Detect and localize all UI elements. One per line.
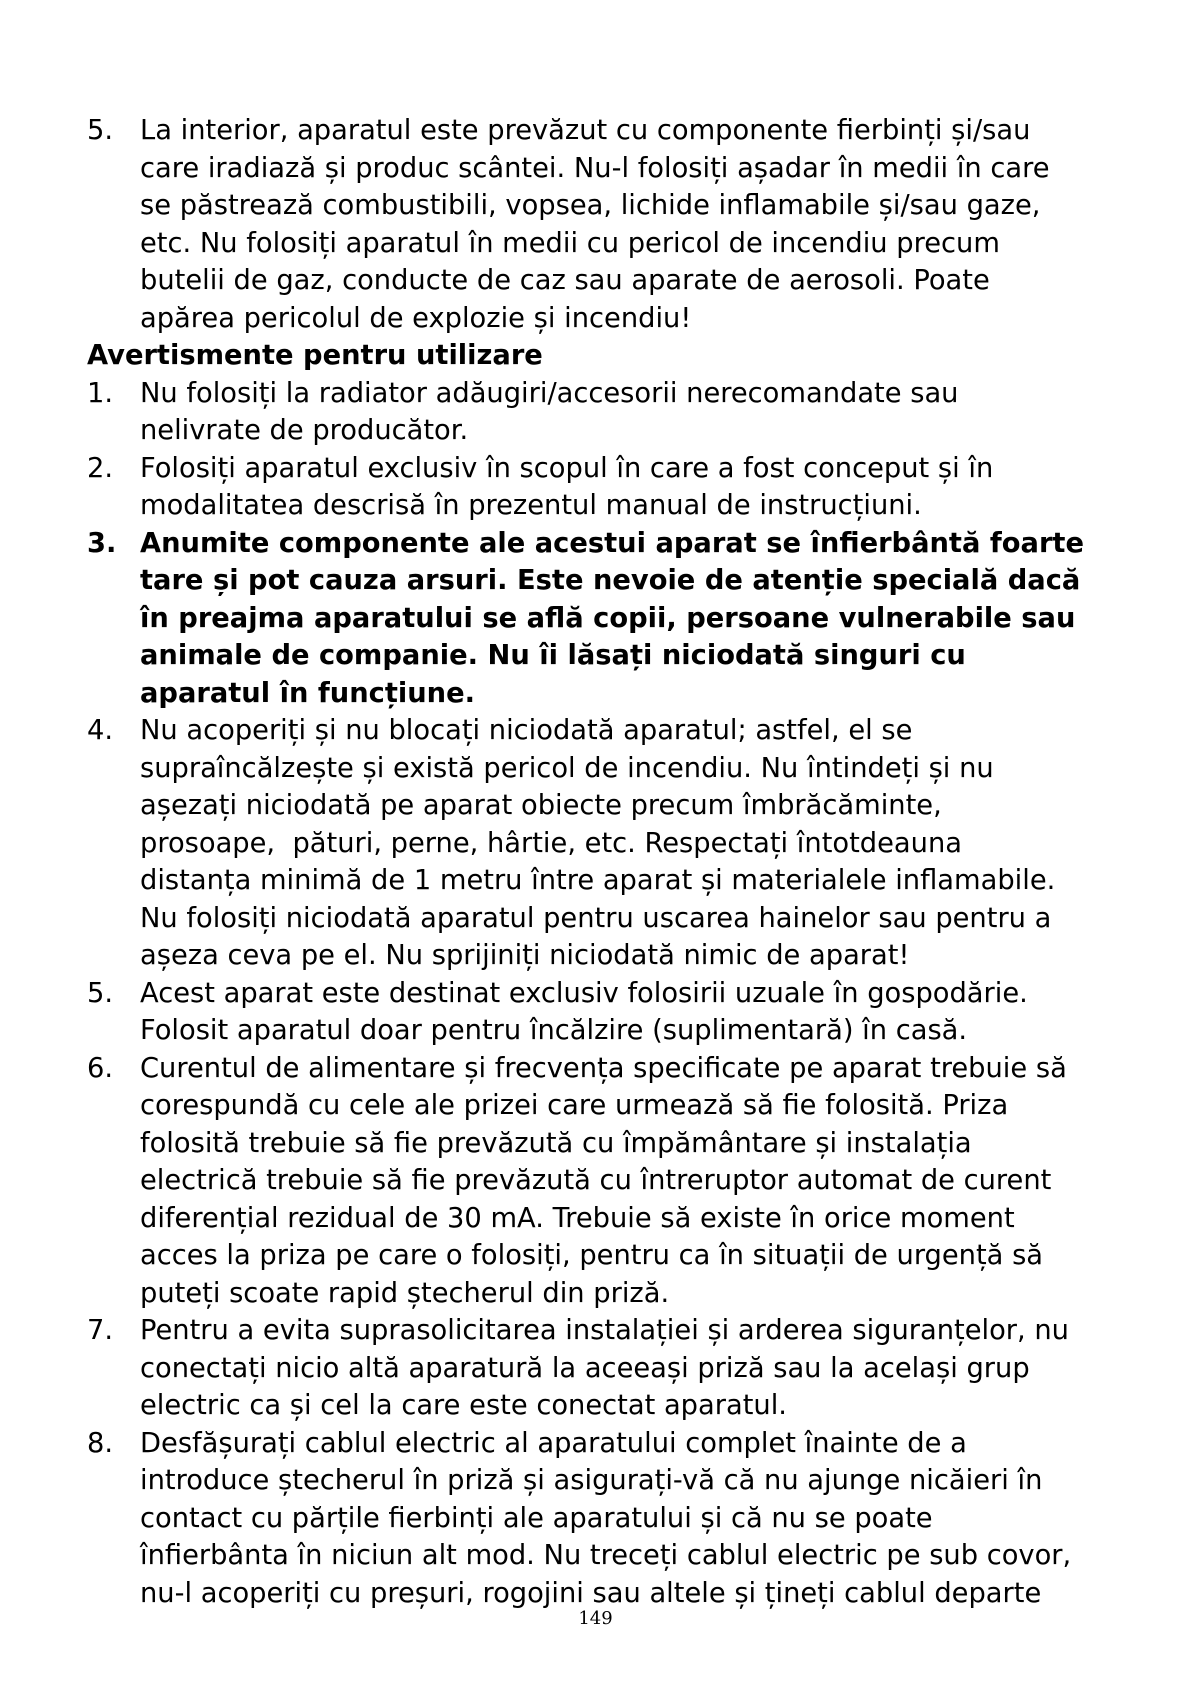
list-number: 8. xyxy=(87,1427,114,1459)
text-line: Folosiți aparatul exclusiv în scopul în care a fost conceput și în xyxy=(140,452,994,484)
text-line: animale de companie. Nu îi lăsați niciodată singuri cu xyxy=(140,640,966,671)
section-heading: Avertismente pentru utilizare xyxy=(87,340,543,371)
list-item-2 xyxy=(87,450,1127,525)
text-line: care iradiază și produc scântei. Nu-l folosiți așadar în medii în care xyxy=(140,152,1050,184)
text-line: apărea pericolul de explozie și incendiu! xyxy=(140,302,692,334)
text-line: Acest aparat este destinat exclusiv folosirii uzuale în gospodărie. xyxy=(140,977,1028,1009)
text-line: Nu folosiți niciodată aparatul pentru uscarea hainelor sau pentru a xyxy=(140,902,1052,934)
text-line: contact cu părțile fierbinți ale aparatului și că nu se poate xyxy=(140,1502,933,1534)
text-line: butelii de gaz, conducte de caz sau aparate de aerosoli. Poate xyxy=(140,265,990,296)
text-line: așeza ceva pe el. Nu sprijiniți niciodată nimic de aparat! xyxy=(140,940,910,971)
list-item-1 xyxy=(87,375,1127,450)
text-line: Curentul de alimentare și frecvența specificate pe aparat trebuie să xyxy=(140,1052,1067,1084)
list-number: 4. xyxy=(87,715,114,746)
list-item-5-fire-risk xyxy=(87,112,1127,337)
text-line: conectați nicio altă aparatură la aceeași priză sau la același grup xyxy=(140,1352,1030,1384)
text-line: înfierbânta în niciun alt mod. Nu treceți cablul electric pe sub covor, xyxy=(140,1540,1072,1571)
text-line: distanța minimă de 1 metru între aparat și materialele inflamabile. xyxy=(140,865,1056,896)
list-number: 2. xyxy=(87,452,114,484)
text-line: Pentru a evita suprasolicitarea instalației și arderea siguranțelor, nu xyxy=(140,1315,1069,1346)
page-number: 149 xyxy=(578,1608,613,1629)
document-page xyxy=(87,112,1127,1612)
text-line: Folosit aparatul doar pentru încălzire (suplimentară) în casă. xyxy=(140,1015,968,1046)
text-line: în preajma aparatului se află copii, persoane vulnerabile sau xyxy=(140,602,1076,634)
text-line: electric ca și cel la care este conectat aparatul. xyxy=(140,1390,787,1421)
text-line: acces la priza pe care o folosiți, pentru ca în situații de urgență să xyxy=(140,1240,1044,1271)
text-line: nu-l acoperiți cu preșuri, rogojini sau altele și țineți cablul departe xyxy=(140,1577,1042,1609)
list-number: 7. xyxy=(87,1315,114,1346)
text-line: nelivrate de producător. xyxy=(140,415,469,446)
list-number: 6. xyxy=(87,1052,114,1084)
text-line: puteți scoate rapid ștecherul din priză. xyxy=(140,1277,670,1309)
text-line: electrică trebuie să fie prevăzută cu întreruptor automat de curent xyxy=(140,1165,1052,1196)
text-line: modalitatea descrisă în prezentul manual de instrucțiuni. xyxy=(140,490,922,521)
list-item-8 xyxy=(87,1425,1127,1613)
list-number: 3. xyxy=(87,527,117,559)
text-line: La interior, aparatul este prevăzut cu componente fierbinți și/sau xyxy=(140,115,1031,146)
text-line: diferențial rezidual de 30 mA. Trebuie să existe în orice moment xyxy=(140,1202,1015,1234)
list-number: 5. xyxy=(87,977,114,1009)
list-number: 5. xyxy=(87,115,114,146)
text-line: Anumite componente ale acestui aparat se înfierbântă foarte xyxy=(140,527,1084,559)
text-line: supraîncălzește și există pericol de incendiu. Nu întindeți și nu xyxy=(140,752,994,784)
text-line: Nu folosiți la radiator adăugiri/accesorii nerecomandate sau xyxy=(140,377,959,409)
text-line: Desfășurați cablul electric al aparatului complet înainte de a xyxy=(140,1427,967,1459)
text-line: folosită trebuie să fie prevăzută cu împământare și instalația xyxy=(140,1127,972,1159)
text-line: corespundă cu cele ale prizei care urmează să fie folosită. Priza xyxy=(140,1090,1009,1121)
text-line: se păstrează combustibili, vopsea, lichide inflamabile și/sau gaze, xyxy=(140,190,1041,221)
list-item-6 xyxy=(87,1050,1127,1313)
text-line: prosoape, pături, perne, hârtie, etc. Respectați întotdeauna xyxy=(140,827,962,859)
text-line: etc. Nu folosiți aparatul în medii cu pericol de incendiu precum xyxy=(140,227,1000,259)
text-line: introduce ștecherul în priză și asigurați-vă că nu ajunge nicăieri în xyxy=(140,1465,1043,1496)
list-item-4 xyxy=(87,712,1127,975)
text-line: tare și pot cauza arsuri. Este nevoie de atenție specială dacă xyxy=(140,565,1081,596)
list-item-5 xyxy=(87,975,1127,1050)
text-line: Nu acoperiți și nu blocați niciodată aparatul; astfel, el se xyxy=(140,715,913,746)
list-item-3-warning xyxy=(87,525,1127,713)
list-number: 1. xyxy=(87,377,114,409)
list-item-7 xyxy=(87,1312,1127,1425)
text-line: aparatul în funcțiune. xyxy=(140,677,475,709)
text-line: așezați niciodată pe aparat obiecte precum îmbrăcăminte, xyxy=(140,790,942,821)
